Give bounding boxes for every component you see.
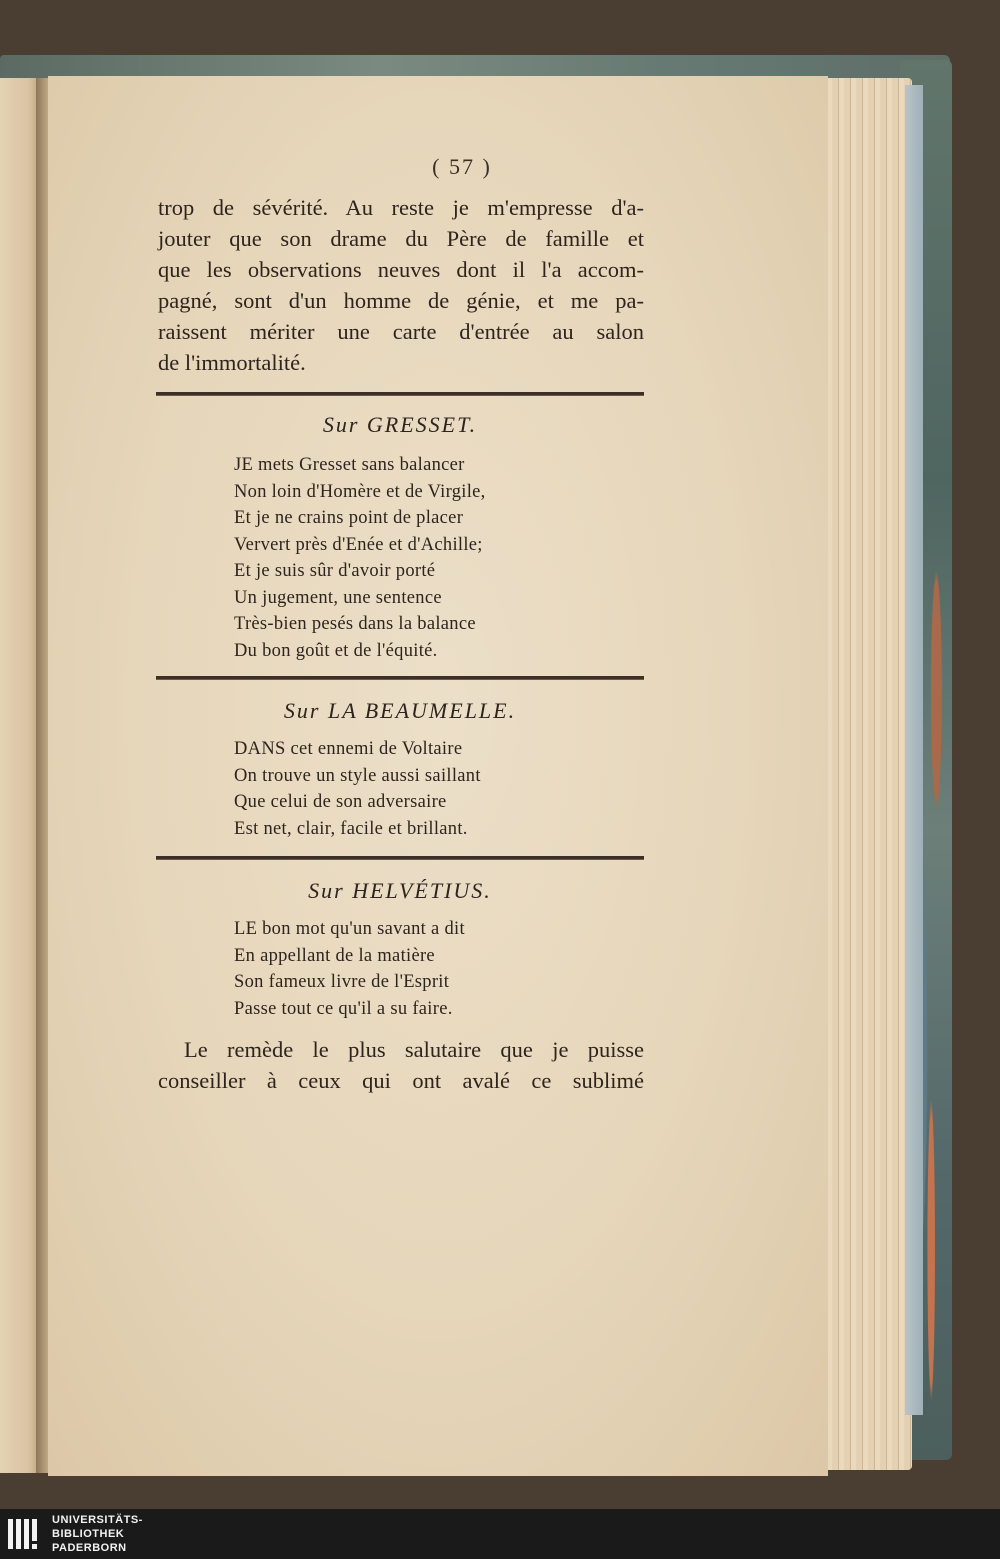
section-heading-helvetius: Sur HELVÉTIUS.: [308, 878, 492, 903]
verse-line: Un jugement, une sentence: [234, 587, 442, 608]
verse-line: JE mets Gresset sans balancer: [234, 455, 465, 475]
verse-block-helvetius: [234, 916, 654, 1022]
section-rule: [156, 856, 644, 860]
paragraph-line: trop de sévérité. Au reste je m'empresse d'a-: [158, 195, 644, 220]
verse-line: Est net, clair, facile et brillant.: [234, 818, 468, 839]
verse-line: Et je ne crains point de placer: [234, 508, 464, 528]
verse-line: Ververt près d'Enée et d'Achille;: [234, 534, 483, 555]
book-page: [48, 76, 828, 1476]
library-name: [52, 1513, 143, 1555]
section-rule: [156, 392, 644, 396]
verse-line: Non loin d'Homère et de Virgile,: [234, 481, 486, 502]
verse-block-gresset: [234, 452, 654, 664]
verse-line: DANS cet ennemi de Voltaire: [234, 739, 463, 759]
verse-line: Son fameux livre de l'Esprit: [234, 972, 450, 992]
facing-page-edge: [0, 78, 40, 1473]
paragraph-line: Le remède le plus salutaire que je puisse: [184, 1037, 644, 1062]
paragraph-line: pagné, sont d'un homme de génie, et me pa-: [158, 288, 644, 313]
verse-block-la-beaumelle: [234, 736, 654, 842]
library-name-line: BIBLIOTHEK: [52, 1528, 125, 1540]
closing-paragraph: [158, 1034, 644, 1096]
section-heading-gresset: Sur GRESSET.: [322, 412, 478, 437]
paragraph-line: que les observations neuves dont il l'a accom-: [158, 257, 644, 282]
page-block-edge: [905, 85, 923, 1415]
page-stack-edge: [820, 78, 912, 1470]
verse-line: Passe tout ce qu'il a su faire.: [234, 998, 453, 1019]
verse-line: En appellant de la matière: [234, 945, 435, 966]
library-name-line: UNIVERSITÄTS-: [52, 1514, 143, 1526]
library-footer: [0, 1509, 1000, 1559]
verse-line: Et je suis sûr d'avoir porté: [234, 561, 436, 581]
paragraph-line: de l'immortalité.: [158, 350, 306, 375]
verse-line: Du bon goût et de l'équité.: [234, 640, 438, 661]
verse-line: On trouve un style aussi saillant: [234, 765, 481, 786]
paragraph-line: jouter que son drame du Père de famille et: [158, 226, 644, 251]
paragraph-line: raissent mériter une carte d'entrée au salon: [158, 319, 644, 344]
section-heading-la-beaumelle: Sur LA BEAUMELLE.: [283, 698, 517, 723]
section-rule: [156, 676, 644, 680]
library-logo-icon: [6, 1515, 44, 1553]
paragraph-line: conseiller à ceux qui ont avalé ce sublimé: [158, 1068, 644, 1093]
library-name-line: PADERBORN: [52, 1542, 127, 1554]
opening-paragraph: [158, 192, 644, 378]
verse-line: LE bon mot qu'un savant a dit: [234, 919, 465, 939]
verse-line: Que celui de son adversaire: [234, 792, 447, 812]
verse-line: Très-bien pesés dans la balance: [234, 614, 476, 634]
page-number: ( 57 ): [432, 154, 492, 179]
